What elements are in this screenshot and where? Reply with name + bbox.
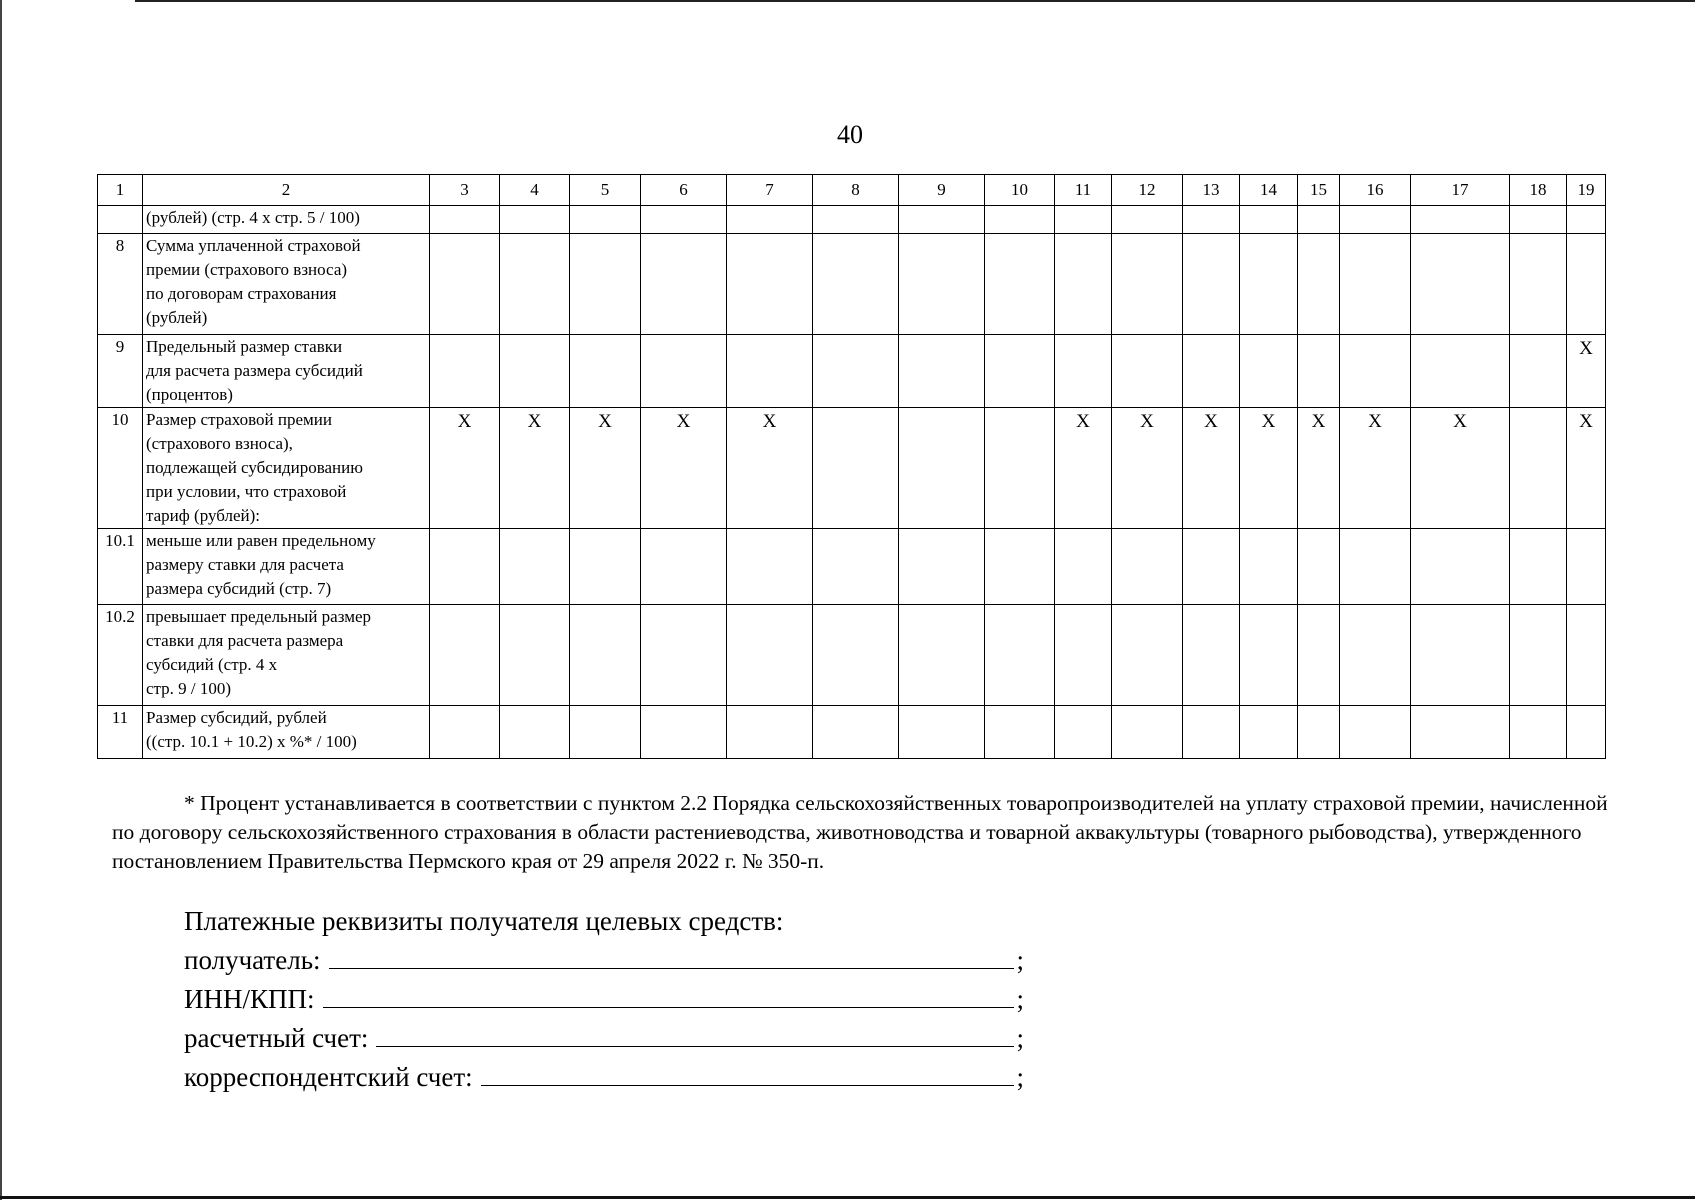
row-description-line: Размер субсидий, рублей xyxy=(146,708,327,727)
table-cell xyxy=(727,206,813,234)
table-row xyxy=(98,706,1606,759)
payment-requisites xyxy=(184,902,1024,1097)
table-cell xyxy=(500,335,570,408)
table-cell xyxy=(813,234,899,335)
row-description-line: по договорам страхования xyxy=(146,284,337,303)
row-description-line: (страхового взноса), xyxy=(146,434,293,453)
table-cell xyxy=(899,206,985,234)
table-row xyxy=(98,234,1606,335)
table-cell xyxy=(1298,605,1340,706)
row-description-line: ((стр. 10.1 + 10.2) x %* / 100) xyxy=(146,732,357,751)
correspondent-account-end: ; xyxy=(1016,1062,1024,1092)
table-cell xyxy=(1055,206,1112,234)
cell-not-applicable-mark: X xyxy=(500,408,570,529)
column-number-header: 5 xyxy=(570,175,641,206)
table-cell xyxy=(1411,529,1510,605)
table-row xyxy=(98,335,1606,408)
table-cell xyxy=(1510,335,1567,408)
table-cell xyxy=(813,529,899,605)
table-cell xyxy=(641,706,727,759)
table-cell xyxy=(641,335,727,408)
table-cell xyxy=(1112,206,1183,234)
row-description-line: премии (страхового взноса) xyxy=(146,260,348,279)
table-cell xyxy=(1240,206,1298,234)
table-row xyxy=(98,529,1606,605)
settlement-account-field xyxy=(184,1019,1024,1058)
cell-not-applicable-mark: X xyxy=(1567,408,1606,529)
cell-not-applicable-mark: X xyxy=(1298,408,1340,529)
table-cell xyxy=(899,529,985,605)
cell-not-applicable-mark: X xyxy=(1411,408,1510,529)
table-cell xyxy=(1183,605,1240,706)
table-cell xyxy=(985,206,1055,234)
row-number: 9 xyxy=(98,335,143,408)
table-cell xyxy=(500,605,570,706)
column-number-header: 8 xyxy=(813,175,899,206)
table-cell xyxy=(1183,706,1240,759)
table-cell xyxy=(1411,706,1510,759)
table-cell xyxy=(727,529,813,605)
table-cell xyxy=(1567,206,1606,234)
table-cell xyxy=(1240,529,1298,605)
table-cell xyxy=(1510,408,1567,529)
page-border-bottom xyxy=(0,1196,1695,1199)
table-cell xyxy=(430,234,500,335)
row-description-line: Сумма уплаченной страховой xyxy=(146,236,361,255)
table-cell xyxy=(727,234,813,335)
row-description-line: (рублей) xyxy=(146,308,208,327)
table-cell xyxy=(500,706,570,759)
table-cell xyxy=(570,605,641,706)
table-cell xyxy=(1298,706,1340,759)
row-description xyxy=(143,206,430,234)
row-description-line: (рублей) (стр. 4 x стр. 5 / 100) xyxy=(146,208,360,227)
subsidy-calculation-table xyxy=(97,174,1606,759)
table-cell xyxy=(1567,234,1606,335)
table-cell xyxy=(985,529,1055,605)
inn-kpp-blank-line[interactable] xyxy=(323,983,1015,1008)
table-cell xyxy=(430,605,500,706)
table-cell xyxy=(1298,335,1340,408)
footnote: * Процент устанавливается в соответствии с пунктом 2.2 Порядка сельскохозяйственных товаропроизводителей на уплату страховой премии, начисленной по договору сельскохозяйственного страхования в области растениеводства, животноводства и товарной аквакультуры (товарного рыбоводства), утвержденного постановлением Правительства Пермского края от 29 апреля 2022 г. № 350-п. xyxy=(112,791,1608,873)
table-cell xyxy=(430,706,500,759)
row-description-line: превышает предельный размер xyxy=(146,607,371,626)
correspondent-account-blank-line[interactable] xyxy=(481,1061,1015,1086)
settlement-account-label: расчетный счет: xyxy=(184,1023,369,1053)
table-cell xyxy=(1183,529,1240,605)
table-cell xyxy=(430,529,500,605)
row-description xyxy=(143,605,430,706)
column-number-header: 19 xyxy=(1567,175,1606,206)
table-cell xyxy=(1240,605,1298,706)
table-row xyxy=(98,206,1606,234)
row-description-line: (процентов) xyxy=(146,385,233,404)
column-number-header: 12 xyxy=(1112,175,1183,206)
cell-not-applicable-mark: X xyxy=(641,408,727,529)
table-cell xyxy=(1112,234,1183,335)
column-number-header: 18 xyxy=(1510,175,1567,206)
row-description-line: меньше или равен предельному xyxy=(146,531,376,550)
table-cell xyxy=(899,408,985,529)
table-cell xyxy=(1510,706,1567,759)
table-cell xyxy=(899,605,985,706)
column-number-header: 1 xyxy=(98,175,143,206)
column-number-header: 14 xyxy=(1240,175,1298,206)
recipient-end: ; xyxy=(1016,945,1024,975)
table-cell xyxy=(813,408,899,529)
row-description-line: размера субсидий (стр. 7) xyxy=(146,579,332,598)
page-number: 40 xyxy=(837,120,863,149)
table-cell xyxy=(1055,234,1112,335)
row-description xyxy=(143,408,430,529)
row-description-line: при условии, что страховой xyxy=(146,482,347,501)
table-cell xyxy=(1510,605,1567,706)
column-number-header: 15 xyxy=(1298,175,1340,206)
table-cell xyxy=(985,234,1055,335)
table-cell xyxy=(1567,605,1606,706)
recipient-field xyxy=(184,941,1024,980)
table-cell xyxy=(1340,605,1411,706)
table-cell xyxy=(1112,529,1183,605)
column-number-header: 2 xyxy=(143,175,430,206)
table-cell xyxy=(1240,335,1298,408)
settlement-account-blank-line[interactable] xyxy=(376,1022,1014,1047)
table-cell xyxy=(1510,206,1567,234)
table-cell xyxy=(570,529,641,605)
table-row xyxy=(98,605,1606,706)
table-cell xyxy=(641,206,727,234)
table-cell xyxy=(985,335,1055,408)
cell-not-applicable-mark: X xyxy=(570,408,641,529)
page-border-top xyxy=(135,0,1695,2)
table-cell xyxy=(1340,529,1411,605)
table-cell xyxy=(1112,605,1183,706)
table-cell xyxy=(1183,335,1240,408)
row-number xyxy=(98,206,143,234)
table-cell xyxy=(1567,529,1606,605)
column-number-header: 7 xyxy=(727,175,813,206)
recipient-label: получатель: xyxy=(184,945,321,975)
table-row xyxy=(98,408,1606,529)
table-cell xyxy=(1510,234,1567,335)
table-cell xyxy=(899,335,985,408)
table-cell xyxy=(985,706,1055,759)
row-description-line: тариф (рублей): xyxy=(146,506,260,525)
table-cell xyxy=(1411,206,1510,234)
table-cell xyxy=(1411,605,1510,706)
table-cell xyxy=(1340,206,1411,234)
table-cell xyxy=(813,605,899,706)
column-number-header: 3 xyxy=(430,175,500,206)
row-description xyxy=(143,335,430,408)
table-cell xyxy=(1411,335,1510,408)
table-cell xyxy=(1055,335,1112,408)
table-cell xyxy=(430,335,500,408)
cell-not-applicable-mark: X xyxy=(1340,408,1411,529)
table-cell xyxy=(641,234,727,335)
table-cell xyxy=(727,605,813,706)
inn-kpp-end: ; xyxy=(1016,984,1024,1014)
column-number-header: 6 xyxy=(641,175,727,206)
column-number-header: 9 xyxy=(899,175,985,206)
row-description-line: субсидий (стр. 4 x xyxy=(146,655,278,674)
table-cell xyxy=(1567,706,1606,759)
table-cell xyxy=(985,605,1055,706)
table-cell xyxy=(1411,234,1510,335)
table-cell xyxy=(1510,529,1567,605)
page-border-left xyxy=(0,0,2,1200)
row-description xyxy=(143,706,430,759)
correspondent-account-label: корреспондентский счет: xyxy=(184,1062,473,1092)
cell-not-applicable-mark: X xyxy=(727,408,813,529)
column-number-header: 10 xyxy=(985,175,1055,206)
row-description-line: подлежащей субсидированию xyxy=(146,458,363,477)
cell-not-applicable-mark: X xyxy=(1055,408,1112,529)
column-number-header: 13 xyxy=(1183,175,1240,206)
row-description-line: Размер страховой премии xyxy=(146,410,332,429)
row-description-line: Предельный размер ставки xyxy=(146,337,343,356)
row-description-line: для расчета размера субсидий xyxy=(146,361,363,380)
table-cell xyxy=(500,206,570,234)
table-cell xyxy=(1240,234,1298,335)
requisites-title: Платежные реквизиты получателя целевых средств: xyxy=(184,906,784,936)
row-number: 10.2 xyxy=(98,605,143,706)
table-cell xyxy=(813,206,899,234)
table-cell xyxy=(570,234,641,335)
row-description xyxy=(143,529,430,605)
cell-not-applicable-mark: X xyxy=(1112,408,1183,529)
column-number-header: 17 xyxy=(1411,175,1510,206)
cell-not-applicable-mark: X xyxy=(430,408,500,529)
cell-not-applicable-mark: X xyxy=(1567,335,1606,408)
table-cell xyxy=(430,206,500,234)
table-header-row xyxy=(98,175,1606,206)
correspondent-account-field xyxy=(184,1058,1024,1097)
table-cell xyxy=(641,605,727,706)
column-number-header: 11 xyxy=(1055,175,1112,206)
table-cell xyxy=(1183,206,1240,234)
inn-kpp-field xyxy=(184,980,1024,1019)
table-cell xyxy=(1112,706,1183,759)
row-description-line: ставки для расчета размера xyxy=(146,631,344,650)
row-description-line: размеру ставки для расчета xyxy=(146,555,344,574)
row-number: 11 xyxy=(98,706,143,759)
table-cell xyxy=(899,234,985,335)
table-cell xyxy=(500,529,570,605)
row-number: 10 xyxy=(98,408,143,529)
table-cell xyxy=(727,335,813,408)
table-cell xyxy=(1112,335,1183,408)
table-cell xyxy=(1298,234,1340,335)
table-cell xyxy=(1240,706,1298,759)
row-description-line: стр. 9 / 100) xyxy=(146,679,232,698)
column-number-header: 16 xyxy=(1340,175,1411,206)
row-number: 8 xyxy=(98,234,143,335)
table-cell xyxy=(1298,529,1340,605)
table-cell xyxy=(1183,234,1240,335)
settlement-account-end: ; xyxy=(1016,1023,1024,1053)
table-cell xyxy=(570,335,641,408)
table-cell xyxy=(1340,335,1411,408)
table-cell xyxy=(899,706,985,759)
table-cell xyxy=(727,706,813,759)
recipient-blank-line[interactable] xyxy=(329,944,1015,969)
table-cell xyxy=(570,206,641,234)
cell-not-applicable-mark: X xyxy=(1240,408,1298,529)
column-number-header: 4 xyxy=(500,175,570,206)
table-cell xyxy=(813,335,899,408)
table-cell xyxy=(1055,706,1112,759)
table-cell xyxy=(570,706,641,759)
table-cell xyxy=(500,234,570,335)
table-cell xyxy=(1340,234,1411,335)
row-description xyxy=(143,234,430,335)
inn-kpp-label: ИНН/КПП: xyxy=(184,984,315,1014)
cell-not-applicable-mark: X xyxy=(1183,408,1240,529)
table-cell xyxy=(1055,605,1112,706)
table-cell xyxy=(1298,206,1340,234)
table-cell xyxy=(641,529,727,605)
row-number: 10.1 xyxy=(98,529,143,605)
table-cell xyxy=(985,408,1055,529)
table-cell xyxy=(1340,706,1411,759)
table-cell xyxy=(813,706,899,759)
table-cell xyxy=(1055,529,1112,605)
